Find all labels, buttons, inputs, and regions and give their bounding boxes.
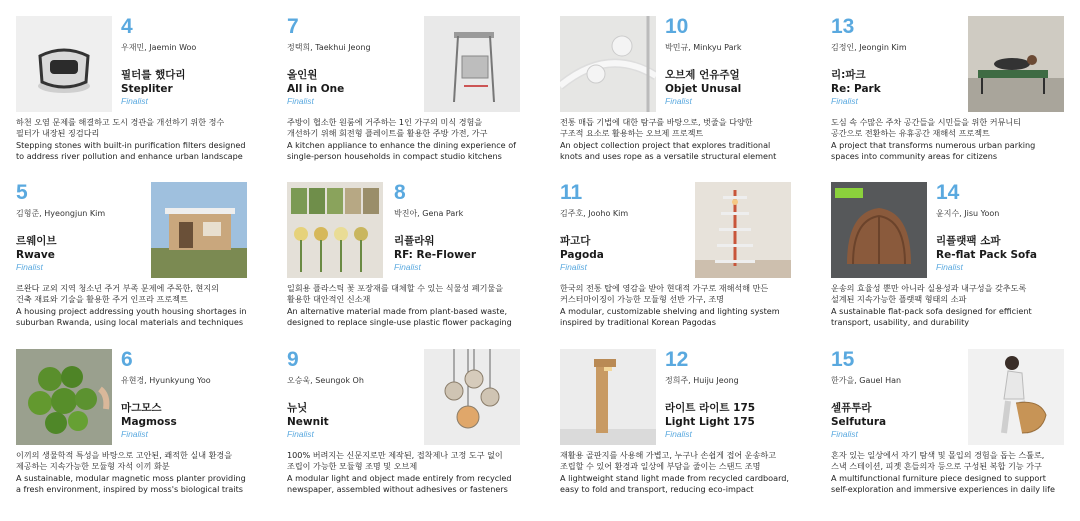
description-line: easy to fold and transport, reducing eco-impact xyxy=(560,484,754,495)
finalist-label: Finalist xyxy=(287,429,314,439)
description-line: A housing project addressing youth housing shortages in xyxy=(16,305,247,316)
rope-knot-objet-photo xyxy=(560,16,656,112)
stepping-stone-product-photo xyxy=(16,16,112,112)
entry-card-12 xyxy=(560,349,810,511)
description-line: 조립할 수 있어 환경과 일상에 부담을 줄이는 스탠드 조명 xyxy=(560,461,761,472)
entry-title-english: Rwave xyxy=(16,249,55,261)
entry-author: 한가을, Gauel Han xyxy=(831,376,902,385)
entry-author: 유현경, Hyunkyung Yoo xyxy=(121,376,211,385)
description-line: 하천 오염 문제를 해결하고 도시 경관을 개선하기 위한 정수 xyxy=(16,117,225,127)
finalist-label: Finalist xyxy=(936,262,963,272)
entry-author: 김주호, Jooho Kim xyxy=(560,209,629,218)
entry-author: 박진아, Gena Park xyxy=(394,209,464,218)
description-line: transport, usability, and durability xyxy=(831,317,970,328)
stool-furniture-photo xyxy=(968,349,1064,445)
entry-number: 6 xyxy=(121,348,133,371)
description-line: designed to replace single-use plastic flower packaging xyxy=(287,317,512,328)
pendant-lamp-photo xyxy=(424,349,520,445)
description-line: 제공하는 지속가능한 모듈형 자석 이끼 화분 xyxy=(16,461,170,472)
cardboard-stand-light-photo xyxy=(560,349,656,445)
description-line: 필터가 내장된 징검다리 xyxy=(16,128,100,139)
finalist-label: Finalist xyxy=(560,262,587,272)
moss-planter-photo xyxy=(16,349,112,445)
description-line: single-person households in compact studio kitchens xyxy=(287,151,502,162)
description-line: a fresh environment, inspired by moss's biological traits xyxy=(16,484,243,495)
entry-title-korean: 리:파크 xyxy=(831,69,866,81)
finalist-label: Finalist xyxy=(665,429,692,439)
entry-card-4 xyxy=(16,16,266,178)
entry-title-english: RF: Re-Flower xyxy=(394,249,477,261)
entry-card-13 xyxy=(831,16,1080,178)
finalist-label: Finalist xyxy=(394,262,421,272)
entry-description xyxy=(831,450,1080,496)
entry-author: 박민규, Minkyu Park xyxy=(665,43,742,52)
description-line: 혼자 있는 일상에서 자기 탐색 및 몰입의 경험을 돕는 스툴로, xyxy=(831,450,1045,460)
entry-card-11 xyxy=(560,182,810,344)
entry-number: 13 xyxy=(831,15,855,38)
kitchen-appliance-photo xyxy=(424,16,520,112)
finalist-label: Finalist xyxy=(831,429,858,439)
entry-description xyxy=(831,283,1080,329)
description-line: 건축 재료와 기술을 활용한 주거 인프라 프로젝트 xyxy=(16,294,188,305)
description-line: A lightweight stand light made from recycled cardboard, xyxy=(560,472,789,483)
entry-number: 7 xyxy=(287,15,299,38)
entry-title-english: Objet Unusal xyxy=(665,83,742,95)
entry-description xyxy=(560,283,810,329)
entry-author: 오승욱, Seungok Oh xyxy=(287,376,364,385)
entry-card-9 xyxy=(287,349,537,511)
description-line: to address river pollution and enhance urban landscape xyxy=(16,151,243,162)
entry-title-korean: 오브제 언유주얼 xyxy=(665,69,740,81)
entry-number: 14 xyxy=(936,181,960,204)
entry-title-korean: 르웨이브 xyxy=(16,235,57,247)
description-line: A sustainable flat-pack sofa designed for efficient xyxy=(831,305,1032,316)
entry-number: 15 xyxy=(831,348,855,371)
finalist-label: Finalist xyxy=(665,96,692,106)
entry-card-8 xyxy=(287,182,537,344)
description-line: 설계된 지속가능한 플랫팩 형태의 소파 xyxy=(831,294,967,305)
description-line: A multifunctional furniture piece designed to support xyxy=(831,472,1046,483)
park-bench-photo xyxy=(968,16,1064,112)
entry-description xyxy=(16,117,266,163)
dome-sofa-photo xyxy=(831,182,927,278)
entry-card-7 xyxy=(287,16,537,178)
entry-card-5 xyxy=(16,182,266,344)
entry-title-korean: 리플라워 xyxy=(394,235,435,247)
description-line: knots and uses rope as a versatile structural element xyxy=(560,151,777,162)
entry-card-15 xyxy=(831,349,1080,511)
entry-title-korean: 라이트 라이트 175 xyxy=(665,402,756,414)
entry-description xyxy=(16,283,266,329)
entry-author: 우재민, Jaemin Woo xyxy=(121,43,197,52)
description-line: A modular light and object made entirely from recycled xyxy=(287,472,512,483)
finalist-label: Finalist xyxy=(287,96,314,106)
entry-title-english: Selfutura xyxy=(831,416,887,428)
description-line: 이끼의 생물학적 특성을 바탕으로 고안된, 쾌적한 실내 환경을 xyxy=(16,450,233,460)
description-line: newspaper, assembled without adhesives or fasteners xyxy=(287,484,508,495)
description-line: inspired by traditional Korean Pagodas xyxy=(560,317,716,328)
description-line: 일회용 플라스틱 꽃 포장재를 대체할 수 있는 식물성 폐기물을 xyxy=(287,283,504,293)
entry-title-english: Re: Park xyxy=(831,83,881,95)
description-line: 공간으로 전환하는 유휴공간 재해석 프로젝트 xyxy=(831,128,990,139)
entry-title-english: Newnit xyxy=(287,416,329,428)
description-line: 도심 속 수많은 주차 공간들을 시민들을 위한 커뮤니티 xyxy=(831,117,1022,127)
entry-number: 8 xyxy=(394,181,406,204)
description-line: suburban Rwanda, using local materials and techniques xyxy=(16,317,244,328)
entry-description xyxy=(831,117,1080,163)
entry-author: 김정인, Jeongin Kim xyxy=(831,43,907,52)
entry-description xyxy=(560,450,810,496)
description-line: 한국의 전통 탑에 영감을 받아 현대적 가구로 재해석해 만든 xyxy=(560,283,769,293)
description-line: 스낵 스테이션, 피젯 흔들의자 등으로 구성된 복합 기능 가구 xyxy=(831,461,1042,472)
description-line: spaces into community areas for citizens xyxy=(831,151,998,162)
entry-title-english: Magmoss xyxy=(121,416,177,428)
entry-title-english: Re-flat Pack Sofa xyxy=(936,249,1037,261)
finalist-label: Finalist xyxy=(16,262,43,272)
entry-title-english: Light Light 175 xyxy=(665,416,755,428)
entry-number: 12 xyxy=(665,348,689,371)
entry-number: 9 xyxy=(287,348,299,371)
entry-description xyxy=(287,117,537,163)
description-line: 운송의 효율성 뿐만 아니라 실용성과 내구성을 갖추도록 xyxy=(831,283,1027,293)
entry-title-korean: 셀퓨투라 xyxy=(831,402,872,414)
entry-author: 정택희, Taekhui Jeong xyxy=(287,43,371,52)
entry-title-korean: 파고다 xyxy=(560,235,591,247)
entry-description xyxy=(287,283,537,329)
entry-title-english: All in One xyxy=(287,83,345,95)
entry-description xyxy=(287,450,537,496)
entry-number: 5 xyxy=(16,181,28,204)
description-line: An alternative material made from plant-based waste, xyxy=(287,305,508,316)
description-line: 활용한 대안적인 신소재 xyxy=(287,294,371,305)
finalist-label: Finalist xyxy=(121,96,148,106)
entry-title-korean: 올인원 xyxy=(287,69,318,81)
entry-description xyxy=(16,450,266,496)
entry-number: 11 xyxy=(560,181,583,204)
entry-title-korean: 리플랫팩 소파 xyxy=(936,235,1001,247)
entry-title-korean: 마그모스 xyxy=(121,402,162,414)
flower-packaging-photo xyxy=(287,182,383,278)
entry-card-10 xyxy=(560,16,810,178)
description-line: Stepping stones with built-in purification filters designed xyxy=(16,139,246,150)
description-line: 재활용 골판지를 사용해 가볍고, 누구나 손쉽게 접어 운송하고 xyxy=(560,450,777,460)
entry-author: 윤지수, Jisu Yoon xyxy=(936,209,1000,218)
entry-title-english: Pagoda xyxy=(560,249,604,261)
description-line: 주방이 협소한 원룸에 거주하는 1인 가구의 미식 경험을 xyxy=(287,117,483,127)
description-line: 개선하기 위해 회전형 플레이트를 활용한 주방 가전, 가구 xyxy=(287,128,488,139)
description-line: A kitchen appliance to enhance the dining experience of xyxy=(287,139,517,150)
description-line: self-exploration and immersive experiences in daily life xyxy=(831,484,1055,495)
description-line: 전통 매듭 기법에 대한 탐구를 바탕으로, 벗줄을 다양한 xyxy=(560,117,753,127)
finalist-label: Finalist xyxy=(831,96,858,106)
description-line: 조립이 가능한 모듈형 조명 및 오브제 xyxy=(287,461,418,472)
entry-card-6 xyxy=(16,349,266,511)
finalist-label: Finalist xyxy=(121,429,148,439)
description-line: 구조적 요소로 활용하는 오브제 프로젝트 xyxy=(560,128,704,139)
description-line: 커스터마이징이 가능한 모듈형 선반 가구, 조명 xyxy=(560,294,724,305)
entry-title-korean: 필터를 했다리 xyxy=(121,69,186,81)
description-line: 100% 버려지는 신문지로만 제작된, 접착제나 고정 도구 없이 xyxy=(287,450,503,460)
housing-structure-photo xyxy=(151,182,247,278)
entry-author: 정희주, Huiju Jeong xyxy=(665,376,739,385)
entry-author: 김형준, Hyeongjun Kim xyxy=(16,209,106,218)
description-line: 르완다 교외 지역 청소년 주거 부족 문제에 주목한, 현지의 xyxy=(16,283,219,293)
description-line: A modular, customizable shelving and lighting system xyxy=(560,305,780,316)
description-line: A project that transforms numerous urban parking xyxy=(831,139,1036,150)
entry-title-korean: 뉴닛 xyxy=(287,402,308,414)
pagoda-shelf-photo xyxy=(695,182,791,278)
entry-card-14 xyxy=(831,182,1080,344)
entry-number: 10 xyxy=(665,15,689,38)
entry-number: 4 xyxy=(121,15,133,38)
entry-title-english: Stepliter xyxy=(121,83,173,95)
entry-description xyxy=(560,117,810,163)
description-line: An object collection project that explores traditional xyxy=(560,139,771,150)
description-line: A sustainable, modular magnetic moss planter providing xyxy=(16,472,246,483)
